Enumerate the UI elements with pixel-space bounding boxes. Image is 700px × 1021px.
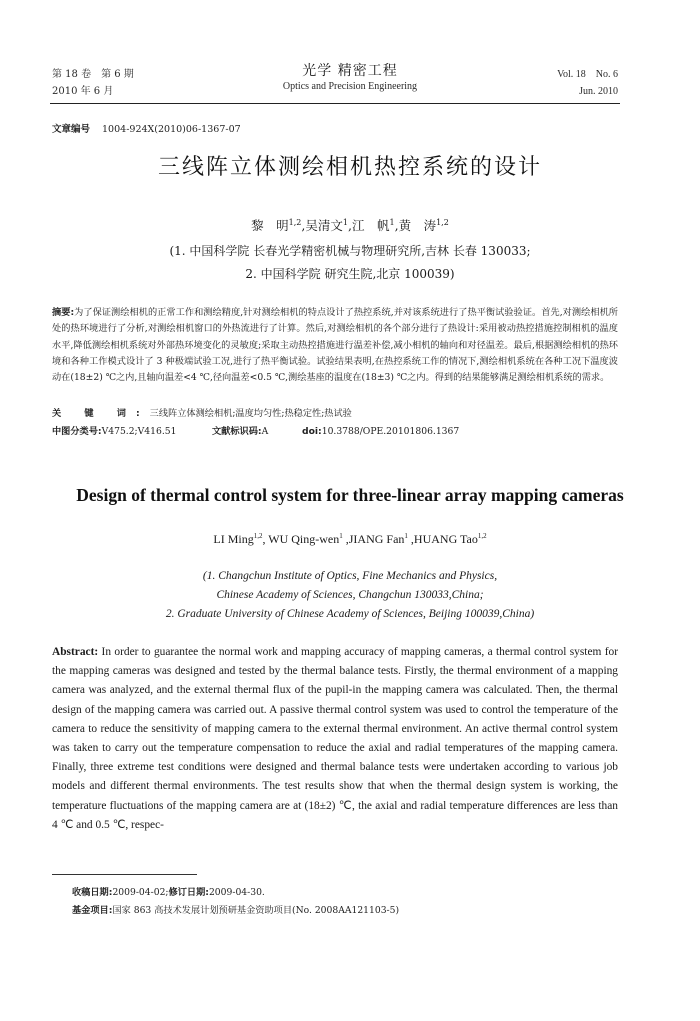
author-separator: , (394, 218, 399, 233)
author-cn-affil: 1 (342, 217, 348, 227)
authors-cn (0, 216, 700, 234)
author-en-affil: 1,2 (477, 532, 487, 540)
journal-name-cn: 光学 精密工程 (302, 63, 398, 79)
keywords-cn (52, 405, 352, 419)
article-number (52, 121, 241, 135)
clc-value: V475.2;V416.51 (101, 426, 177, 437)
classification-line (52, 423, 618, 437)
author-en: JIANG Fan (348, 532, 405, 546)
author-en: LI Ming (213, 532, 254, 546)
author-cn: 吴清文 (305, 218, 343, 233)
fund-label: 基金项目: (72, 905, 113, 916)
author-separator: , (262, 532, 269, 546)
footnote-funding (72, 902, 399, 916)
author-en: WU Qing-wen (268, 532, 340, 546)
affiliation-en-line: 2. Graduate University of Chinese Academy of Sciences, Beijing 100039,China) (165, 608, 535, 620)
revised-label: 修订日期: (168, 887, 209, 898)
affiliation-cn-line: (1. 中国科学院 长春光学精密机械与物理研究所,吉林 长春 130033; (169, 244, 531, 258)
title-en: Design of thermal control system for three-linear array mapping cameras (76, 485, 624, 505)
author-cn-affil: 1 (389, 217, 395, 227)
keywords-cn-text: 三线阵立体测绘相机;温度均匀性;热稳定性;热试验 (149, 408, 352, 419)
date-cn: 2010 年 6 月 (52, 86, 114, 97)
abstract-cn (52, 305, 618, 386)
affiliation-en-line: (1. Changchun Institute of Optics, Fine Mechanics and Physics, (202, 570, 498, 582)
author-en-affil: 1 (404, 532, 408, 540)
author-en: HUANG Tao (413, 532, 478, 546)
abstract-en-text: In order to guarantee the normal work and mapping accuracy of mapping cameras, a thermal control system for the mapping cameras was designed and tested by the thermal balance tests. Firstly, the thermal environment of a mapping camera was analyzed, and the external thermal flux of the pupil-in the mapping camera was calculated. Then, the thermal design of the mapping camera was carried out. A passive thermal control system was used to control the temperature of the camera to reduce the sensitivity of mapping camera to the external thermal environment. An active thermal control system was taken to carry out the temperature compensation to reduce the axial and radial temperatures of the mapping camera. Finally, three extreme test conditions were designed and thermal balance tests were undertaken according to various job models and different thermal environments. The test results show that when the thermal design system is working, the temperature fluctuations of the mapping camera are at (18±2) ℃, the axial and radial temperature differences are less than 4 ℃ and 0.5 ℃, respec- (52, 646, 618, 831)
affiliations-en (0, 567, 700, 624)
footnote-dates (72, 884, 265, 898)
author-separator: , (348, 218, 352, 233)
footnote-divider (52, 874, 197, 875)
author-cn: 黄 涛 (398, 218, 437, 233)
doc-code-value: A (261, 426, 269, 437)
doc-code-label: 文献标识码: (212, 426, 262, 437)
author-cn: 江 帆 (351, 218, 390, 233)
affiliation-cn-line: 2. 中国科学院 研究生院,北京 100039) (245, 267, 455, 281)
title-cn: 三线阵立体测绘相机热控系统的设计 (157, 155, 542, 180)
fund-value: 国家 863 高技术发展计划预研基金资助项目(No. 2008AA121103-5) (112, 905, 400, 916)
clc-label: 中图分类号: (52, 426, 102, 437)
journal-name-en: Optics and Precision Engineering (282, 81, 418, 92)
author-cn-affil: 1,2 (436, 217, 449, 227)
volume-issue-cn: 第 18 卷 第 6 期 (52, 69, 134, 80)
abstract-en (52, 643, 618, 835)
authors-en (0, 532, 700, 547)
running-header-right (557, 66, 618, 100)
volume-issue-en: Vol. 18 No. 6 (557, 69, 618, 80)
doi-value: 10.3788/OPE.20101806.1367 (321, 426, 460, 437)
header-divider (50, 103, 620, 104)
date-en: Jun. 2010 (579, 86, 618, 97)
author-separator: , (342, 532, 349, 546)
received-label: 收稿日期: (72, 887, 113, 898)
affiliations-cn (0, 240, 700, 286)
revised-value: 2009-04-30. (208, 887, 265, 898)
author-cn: 黎 明 (251, 218, 289, 233)
received-value: 2009-04-02; (112, 887, 169, 898)
abstract-cn-label: 摘要: (52, 307, 75, 318)
author-en-affil: 1 (339, 532, 343, 540)
doi-label: doi: (302, 426, 322, 437)
author-en-affil: 1,2 (253, 532, 263, 540)
abstract-cn-text: 为了保证测绘相机的正常工作和测绘精度,针对测绘相机的特点设计了热控系统,并对该系统进行了热平衡试验验证。首先,对测绘相机所处的热环境进行了分析,对测绘相机窗口的外热流进行了计算。然后,对测绘相机的各个部分进行了热设计:采用被动热控措施控制相机的温度水平,降低测绘相机系统对外部热环境变化的灵敏度;采取主动热控措施进行温差补偿,减小相机的轴向和对径温差。最后,根据测绘相机的热环境和各种工作模式设计了 3 种极端试验工况,进行了热平衡试验。试验结果表明,在热控系统工作的情况下,测绘相机系统在各种工况下温度波动在(18±2) ℃之内,且轴向温差<4 ℃,径向温差<0.5 ℃,测绘基座的温度在(18±3) ℃之内。得到的结果能够满足测绘相机系统的需求。 (52, 307, 618, 384)
author-separator: , (301, 218, 306, 233)
article-number-value: 1004-924X(2010)06-1367-07 (102, 124, 241, 135)
keywords-cn-label: 关 键 词: (52, 408, 150, 419)
author-cn-affil: 1,2 (288, 217, 302, 227)
author-separator: , (407, 532, 414, 546)
article-number-label: 文章编号 (52, 124, 91, 135)
abstract-en-label: Abstract: (52, 646, 99, 658)
affiliation-en-line: Chinese Academy of Sciences, Changchun 130033,China; (216, 589, 484, 601)
